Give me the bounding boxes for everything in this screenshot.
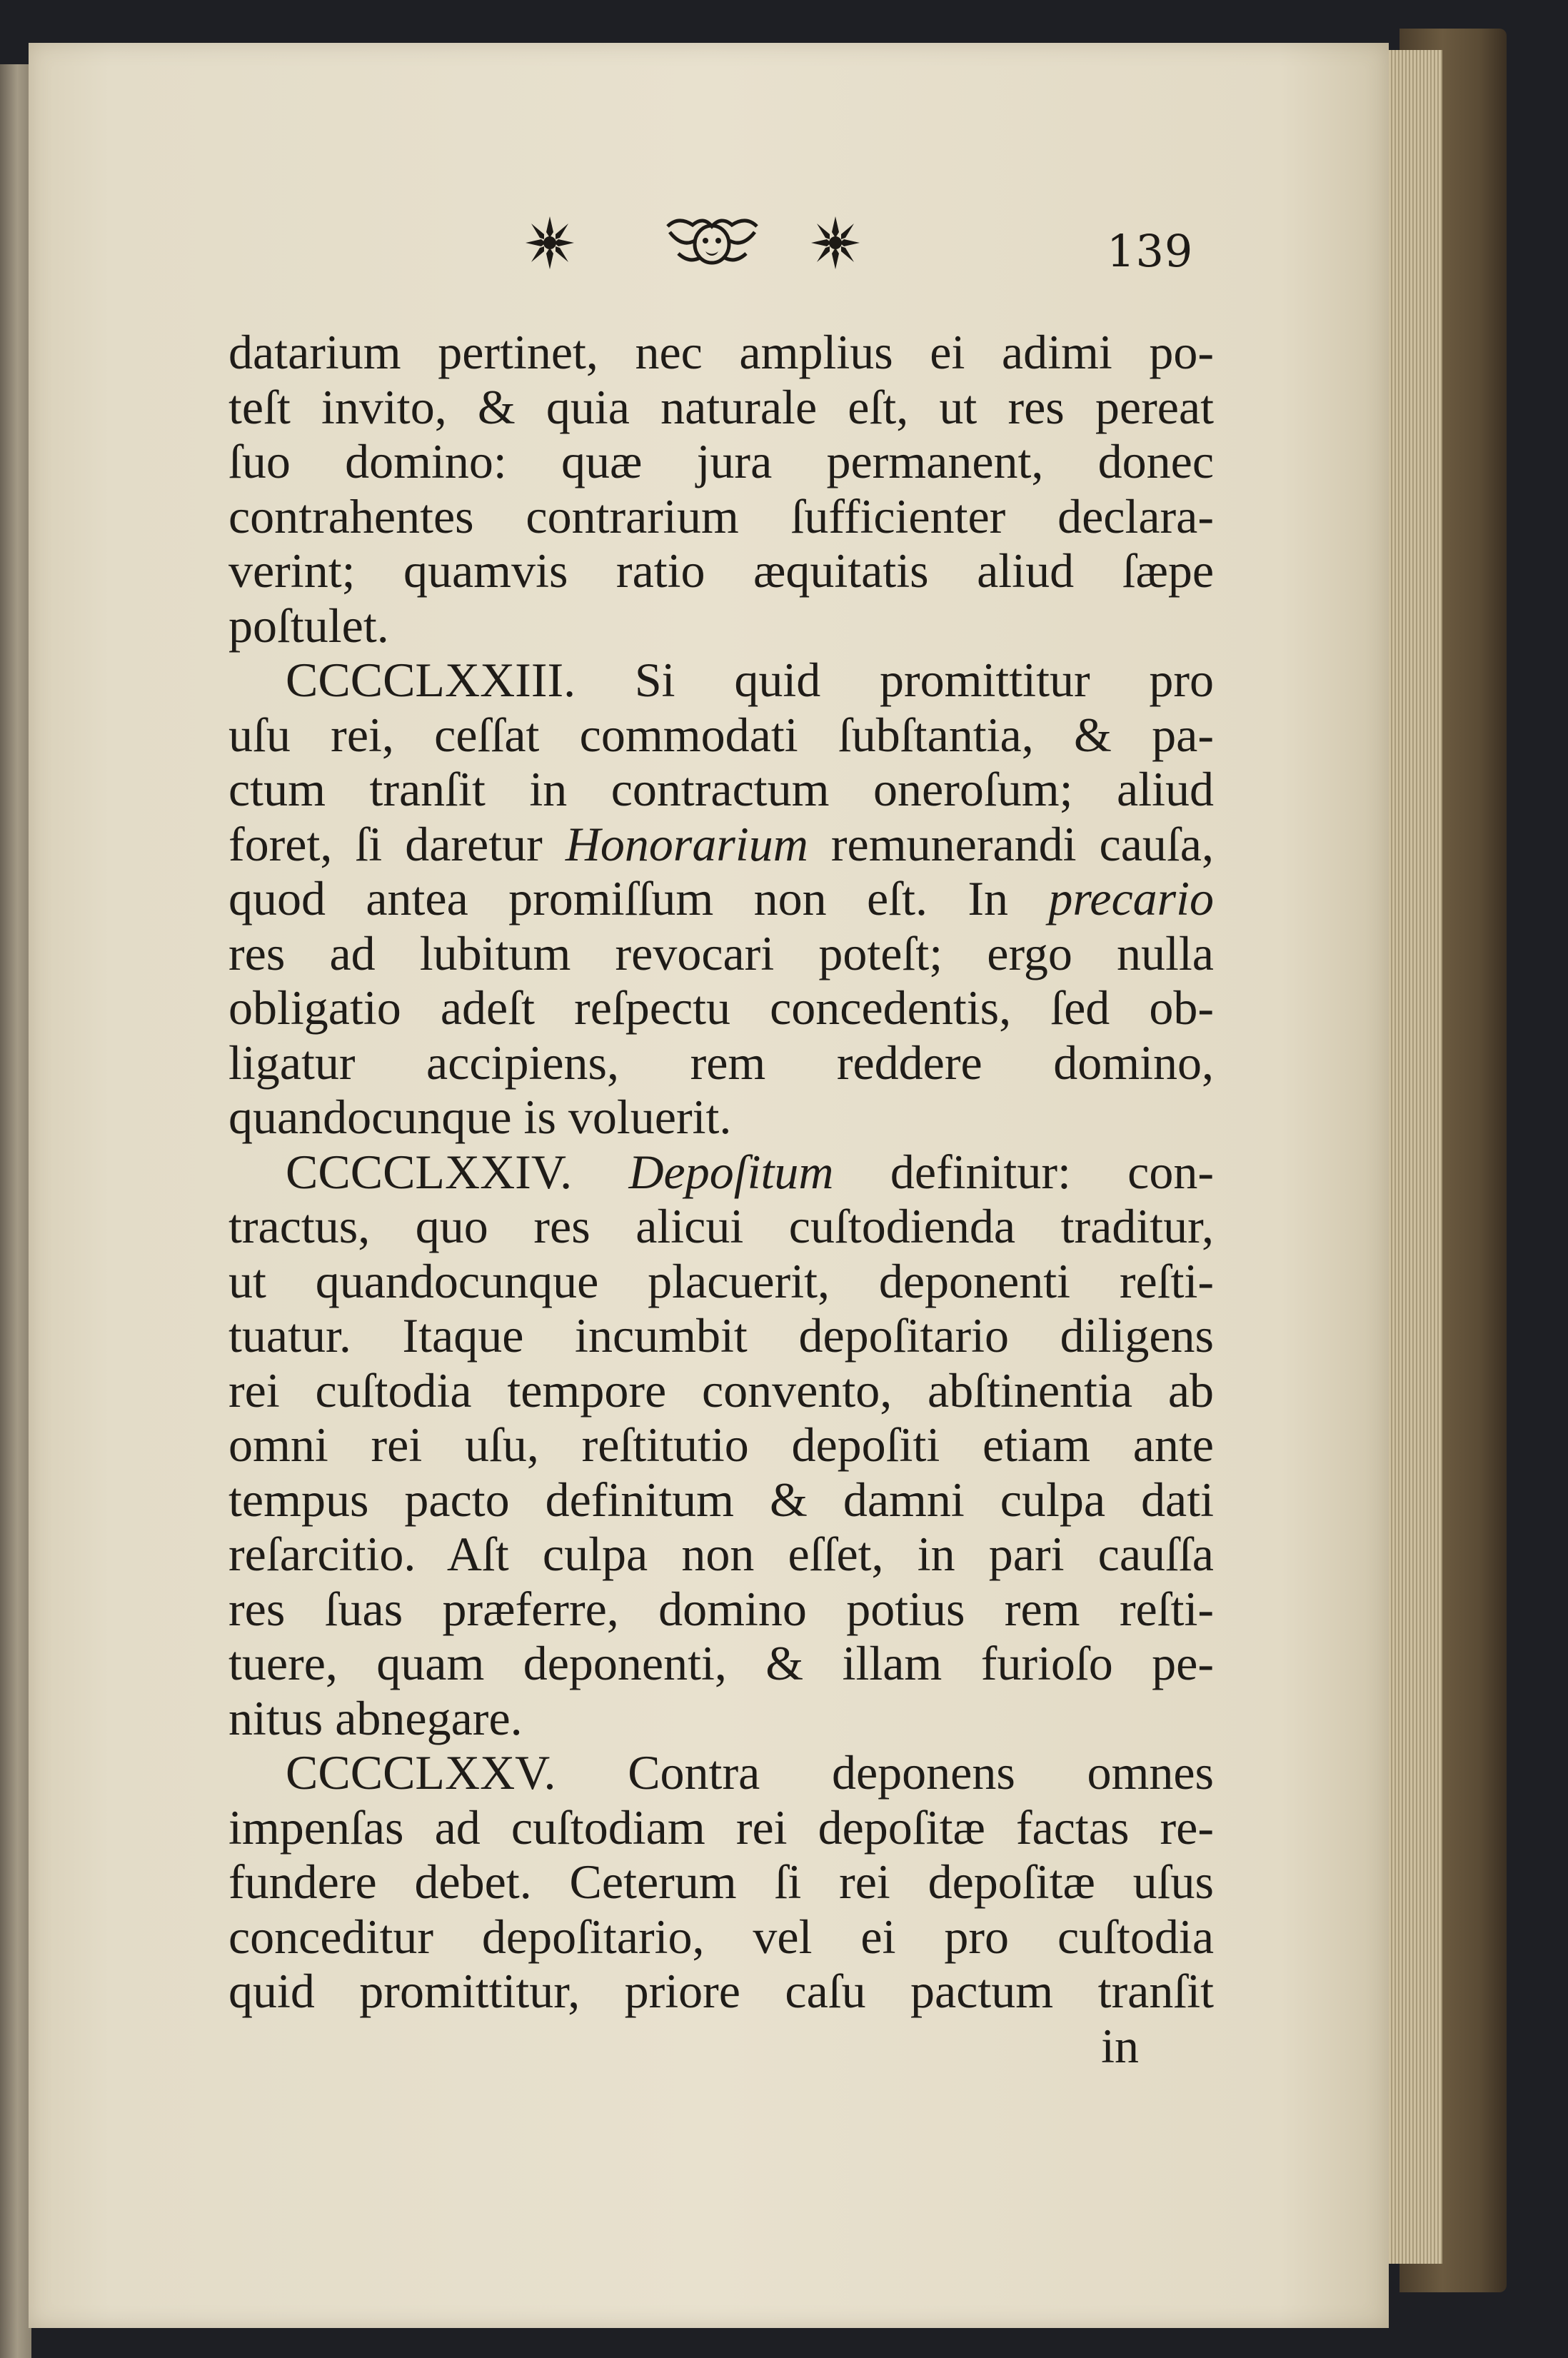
- page-header: [521, 211, 1221, 296]
- text-line: [228, 598, 1214, 653]
- text-line: [228, 871, 1214, 926]
- body-text: [228, 325, 1214, 2073]
- line-text: datarium pertinet, nec amplius ei adimi po-: [228, 325, 1214, 379]
- text-line: [228, 1145, 1214, 1200]
- line-text: ctum tranſit in contractum oneroſum; aliud: [228, 762, 1214, 816]
- line-text: foret, ſi daretur: [228, 816, 566, 871]
- line-text: nitus abnegare.: [228, 1690, 523, 1745]
- italic-term: Honorarium: [565, 816, 808, 871]
- line-text: definitur: con-: [833, 1144, 1214, 1199]
- text-line: [228, 1418, 1214, 1473]
- line-text: fundere debet. Ceterum ſi rei depoſitæ uſus: [228, 1855, 1214, 1909]
- line-text: verint; quamvis ratio æquitatis aliud ſæpe: [228, 543, 1214, 598]
- page-number: 139: [1107, 225, 1194, 277]
- line-text: CCCCLXXIV.: [286, 1144, 629, 1199]
- line-text: ligatur accipiens, rem reddere domino,: [228, 1035, 1214, 1090]
- catchword: [228, 2019, 1214, 2074]
- text-line: [228, 1254, 1214, 1309]
- text-line: [228, 1691, 1214, 1746]
- text-line: [228, 1855, 1214, 1910]
- line-text: rei cuſtodia tempore convento, abſtinentia ab: [228, 1363, 1214, 1418]
- text-line: [228, 325, 1214, 380]
- text-line: [228, 926, 1214, 981]
- line-text: quandocunque is voluerit.: [228, 1090, 732, 1144]
- face-ornament-icon: [664, 212, 760, 273]
- line-text: res ad lubitum revocari poteſt; ergo nulla: [228, 925, 1214, 980]
- text-line: [228, 489, 1214, 544]
- text-line: [228, 1090, 1214, 1145]
- text-line: [228, 1800, 1214, 1855]
- line-text: tempus pacto definitum & damni culpa dati: [228, 1472, 1214, 1527]
- line-text: quod antea promiſſum non eſt. In: [228, 871, 1049, 925]
- line-text: ut quandocunque placuerit, deponenti reſti-: [228, 1253, 1214, 1308]
- book-page: [29, 43, 1389, 2328]
- text-line: [228, 980, 1214, 1035]
- line-text: CCCCLXXIII. Si quid promittitur pro: [286, 653, 1214, 707]
- text-line: [228, 1473, 1214, 1527]
- line-text: impenſas ad cuſtodiam rei depoſitæ factas re-: [228, 1800, 1214, 1855]
- text-line: [228, 708, 1214, 763]
- star-ornament-icon: [807, 211, 864, 275]
- line-text: contrahentes contrarium ſufficienter declara-: [228, 488, 1214, 543]
- line-text: tuere, quam deponenti, & illam furioſo pe-: [228, 1636, 1214, 1690]
- text-line: [228, 1308, 1214, 1363]
- line-text: ſuo domino: quæ jura permanent, donec: [228, 434, 1214, 488]
- line-text: poſtulet.: [228, 598, 389, 653]
- line-text: res ſuas præferre, domino potius rem reſti-: [228, 1581, 1214, 1636]
- text-line: [228, 434, 1214, 489]
- line-text: reſarcitio. Aſt culpa non eſſet, in pari cauſſa: [228, 1527, 1214, 1581]
- line-text: obligatio adeſt reſpectu concedentis, ſed ob-: [228, 980, 1214, 1035]
- line-text: omni rei uſu, reſtitutio depoſiti etiam ante: [228, 1418, 1214, 1472]
- line-text: tuatur. Itaque incumbit depoſitario diligens: [228, 1308, 1214, 1363]
- line-text: in: [1101, 2018, 1139, 2073]
- line-text: remunerandi cauſa,: [808, 816, 1214, 871]
- text-line: [228, 1199, 1214, 1254]
- line-text: tractus, quo res alicui cuſtodienda traditur,: [228, 1199, 1214, 1253]
- text-line: [228, 653, 1214, 708]
- text-line: [228, 1582, 1214, 1637]
- line-text: conceditur depoſitario, vel ei pro cuſtodia: [228, 1909, 1214, 1964]
- text-line: [228, 380, 1214, 435]
- text-line: [228, 543, 1214, 598]
- line-text: CCCCLXXV. Contra deponens omnes: [286, 1745, 1214, 1800]
- italic-term: precario: [1048, 871, 1214, 925]
- text-line: [228, 762, 1214, 817]
- star-ornament-icon: [521, 211, 578, 275]
- text-line: [228, 1910, 1214, 1965]
- text-line: [228, 1527, 1214, 1582]
- text-line: [228, 1035, 1214, 1090]
- text-line: [228, 817, 1214, 872]
- text-line: [228, 1745, 1214, 1800]
- line-text: teſt invito, & quia naturale eſt, ut res pereat: [228, 379, 1214, 434]
- text-line: [228, 1363, 1214, 1418]
- text-line: [228, 1964, 1214, 2019]
- line-text: quid promittitur, priore caſu pactum tranſit: [228, 1964, 1214, 2018]
- facing-page-edge: [0, 64, 31, 2358]
- italic-term: Depoſitum: [628, 1144, 834, 1199]
- line-text: uſu rei, ceſſat commodati ſubſtantia, & pa-: [228, 707, 1214, 762]
- text-line: [228, 1636, 1214, 1691]
